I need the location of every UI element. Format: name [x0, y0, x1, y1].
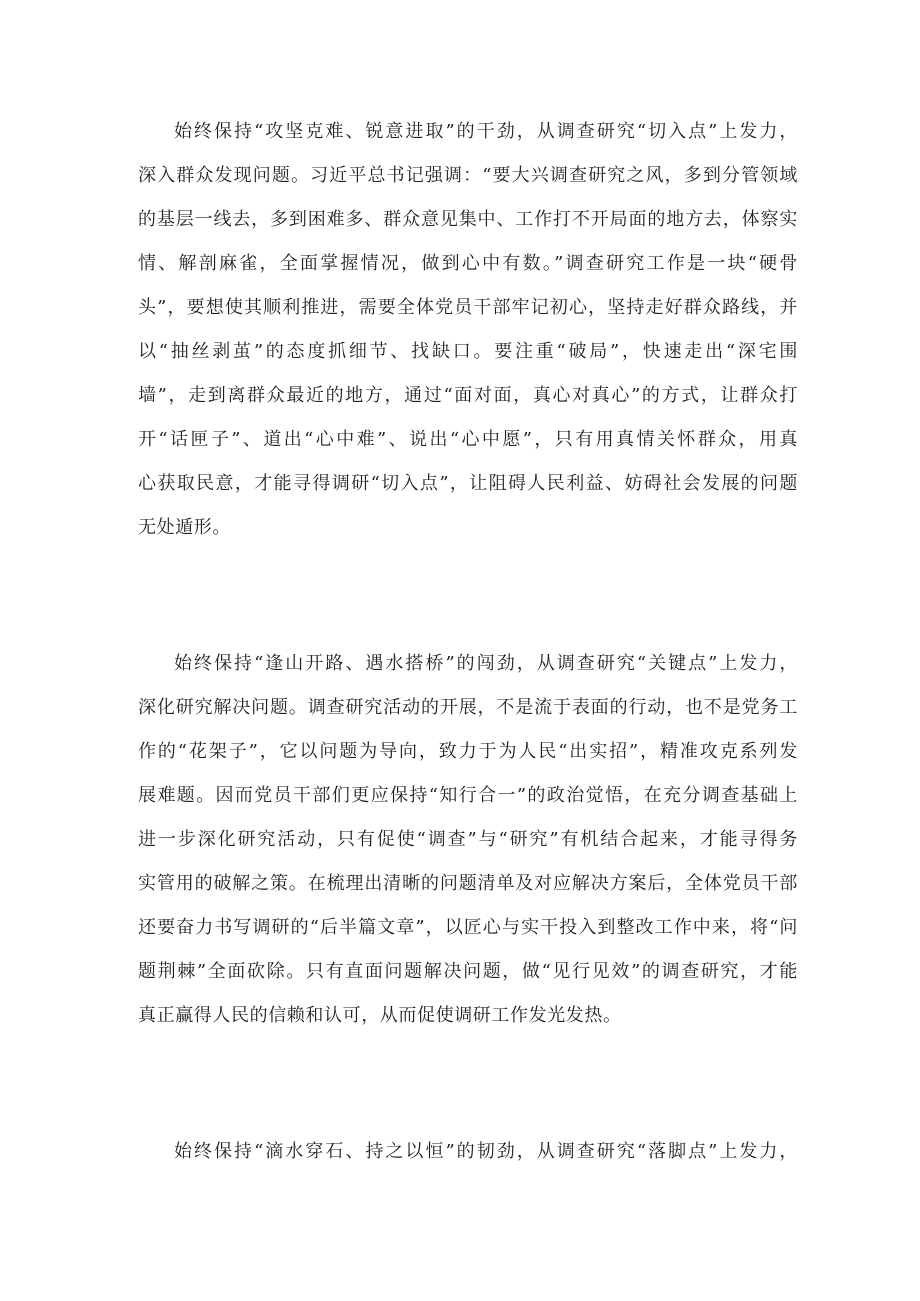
- paragraph-line: 深入群众发现问题。习近平总书记强调：“要大兴调查研究之风，多到分管领域: [138, 165, 798, 186]
- paragraph-line: 墙”，走到离群众最近的地方，通过“面对面，真心对真心”的方式，让群众打: [138, 385, 798, 406]
- paragraph-line: 情、解剖麻雀，全面掌握情况，做到心中有数。”调查研究工作是一块“硬骨: [138, 253, 798, 274]
- paragraph-line: 展难题。因而党员干部们更应保持“知行合一”的政治觉悟，在充分调查基础上: [138, 785, 798, 806]
- paragraph-3: [138, 1130, 798, 1174]
- paragraph-1: [138, 110, 798, 550]
- paragraph-line: 还要奋力书写调研的“后半篇文章”，以匠心与实干投入到整改工作中来，将“问: [138, 917, 798, 938]
- paragraph-line: 实管用的破解之策。在梳理出清晰的问题清单及对应解决方案后，全体党员干部: [138, 873, 798, 894]
- paragraph-line: 以“抽丝剥茧”的态度抓细节、找缺口。要注重“破局”，快速走出“深宅围: [138, 341, 798, 362]
- paragraph-line: 无处遁形。: [138, 517, 231, 538]
- paragraph-line: 始终保持“攻坚克难、锐意进取”的干劲，从调查研究“切入点”上发力，: [174, 121, 798, 142]
- paragraph-line: 开“话匣子”、道出“心中难”、说出“心中愿”，只有用真情关怀群众，用真: [138, 429, 798, 450]
- paragraph-line: 始终保持“逢山开路、遇水搭桥”的闯劲，从调查研究“关键点”上发力，: [174, 653, 798, 674]
- paragraph-line: 进一步深化研究活动，只有促使“调查”与“研究”有机结合起来，才能寻得务: [138, 829, 798, 850]
- paragraph-line: 题荆棘”全面砍除。只有直面问题解决问题，做“见行见效”的调查研究，才能: [138, 961, 798, 982]
- paragraph-line: 作的“花架子”，它以问题为导向，致力于为人民“出实招”，精准攻克系列发: [138, 741, 798, 762]
- paragraph-line: 心获取民意，才能寻得调研“切入点”，让阻碍人民利益、妨碍社会发展的问题: [138, 473, 798, 494]
- paragraph-line: 深化研究解决问题。调查研究活动的开展，不是流于表面的行动，也不是党务工: [138, 697, 798, 718]
- paragraph-line: 的基层一线去，多到困难多、群众意见集中、工作打不开局面的地方去，体察实: [138, 209, 798, 230]
- paragraph-line: 真正赢得人民的信赖和认可，从而促使调研工作发光发热。: [138, 1005, 622, 1026]
- paragraph-line: 头”，要想使其顺利推进，需要全体党员干部牢记初心，坚持走好群众路线，并: [138, 297, 798, 318]
- paragraph-line: 始终保持“滴水穿石、持之以恒”的韧劲，从调查研究“落脚点”上发力，: [174, 1141, 798, 1162]
- paragraph-2: [138, 642, 798, 1038]
